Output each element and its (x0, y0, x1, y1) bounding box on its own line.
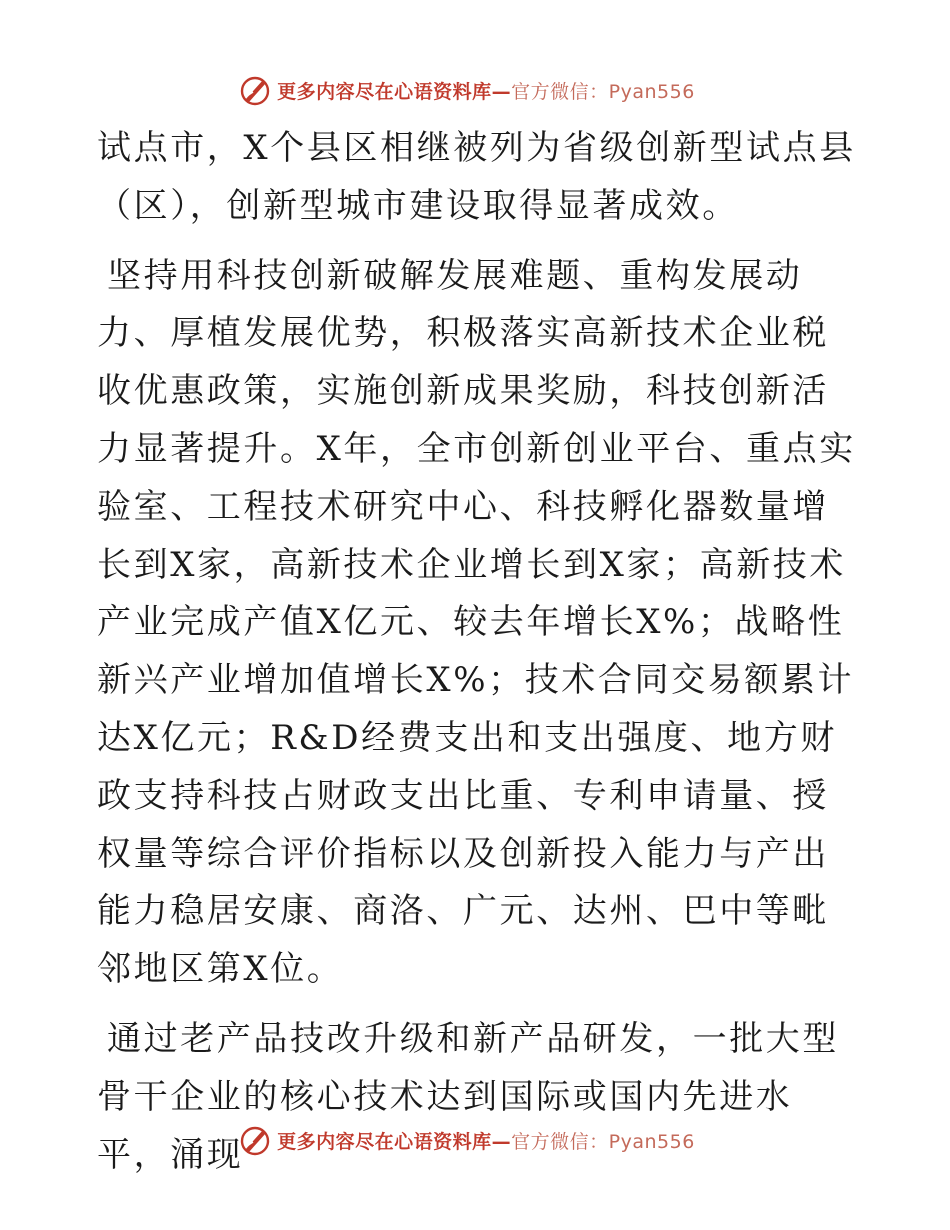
footer-banner (0, 1120, 950, 1160)
banner-wechat-text: 官方微信：Pyan556 (511, 80, 695, 103)
quill-logo-icon (239, 74, 271, 106)
header-banner (0, 70, 950, 110)
banner-main-text: 更多内容尽在心语资料库— (277, 1130, 512, 1153)
document-body (97, 120, 857, 1184)
quill-logo-icon (239, 1124, 271, 1156)
paragraph: 通过老产品技改升级和新产品研发，一批大型骨干企业的核心技术达到国际或国内先进水平，涌现 (97, 1018, 839, 1175)
banner-text (277, 1127, 695, 1154)
banner-text (277, 77, 695, 104)
banner-wechat-text: 官方微信：Pyan556 (511, 1130, 695, 1153)
banner-main-text: 更多内容尽在心语资料库— (277, 80, 512, 103)
paragraph: 试点市，X个县区相继被列为省级创新型试点县（区），创新型城市建设取得显著成效。 (97, 128, 856, 226)
banner-content (239, 74, 695, 106)
paragraph: 坚持用科技创新破解发展难题、重构发展动力、厚植发展优势，积极落实高新技术企业税收优惠政策，实施创新成果奖励，科技创新活力显著提升。X年，全市创新创业平台、重点实验室、工程技术研究中心、科技孵化器数量增长到X家，高新技术企业增长到X家；高新技术产业完成产值X亿元、较去年增长X%；战略性新兴产业增加值增长X%；技术合同交易额累计达X亿元；R&D经费支出和支出强度、地方财政支持科技占财政支出比重、专利申请量、授权量等综合评价指标以及创新投入能力与产出能力稳居安康、商洛、广元、达州、巴中等毗邻地区第X位。 (97, 255, 856, 990)
banner-content (239, 1124, 695, 1156)
